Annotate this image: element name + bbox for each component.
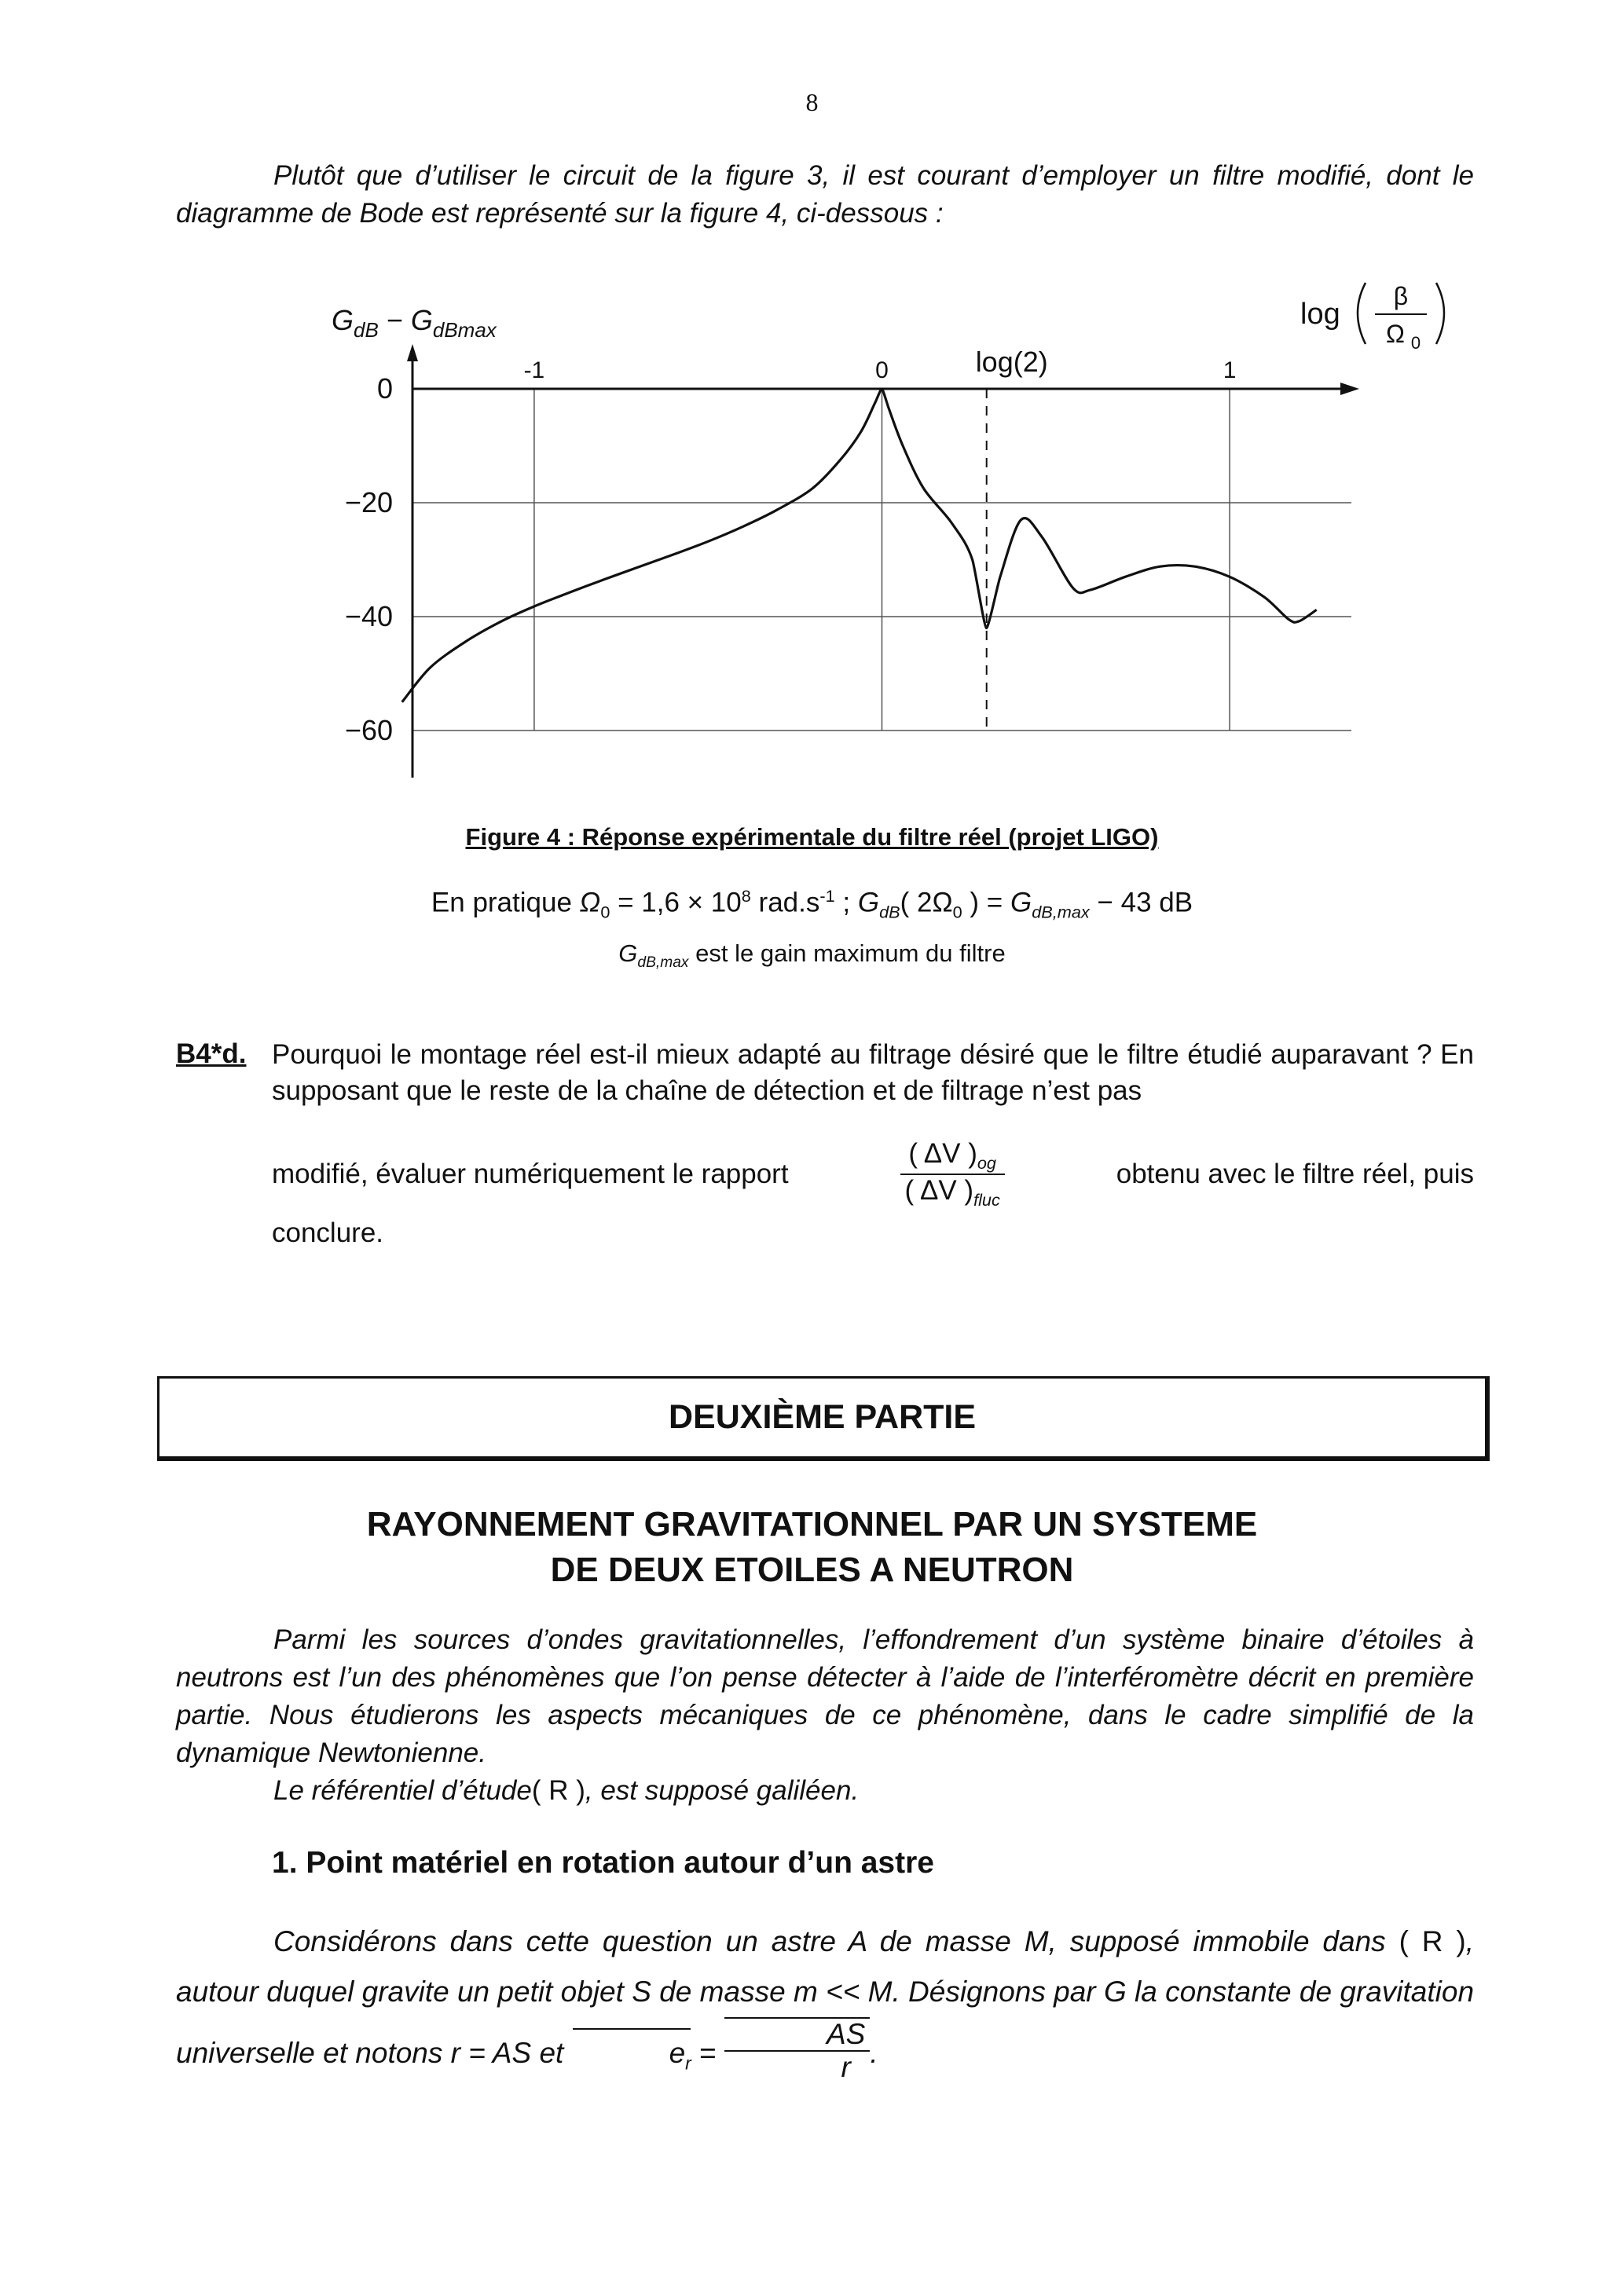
section-paragraph: Considérons dans cette question un astre A de masse M, supposé immobile dans ( R ), autour duquel gravite un petit objet S de masse m << M. Désignons par G la constante de gravitation universelle et notons r = AS et $e_r$ = $\frac{AS}{r}$ . (176, 1917, 1474, 2088)
page-number: 8 (805, 88, 819, 116)
x-axis-label-rparen (1436, 283, 1444, 344)
log2-label: log(2) (975, 346, 1048, 378)
y-axis-arrow (407, 344, 418, 361)
unit-vector-er: $e_r$ (572, 2028, 691, 2088)
y-tick-label: −40 (344, 600, 393, 632)
y-tick-label: −20 (344, 486, 393, 518)
x-axis-label-num: β (1393, 282, 1409, 310)
question-ratio-line: modifié, évaluer numériquement le rapport $\frac{( \Delta V )_{og}}{( \Delta V )_{fluc}}$ obtenu avec le filtre réel, puis (272, 1138, 1474, 1210)
part-title: RAYONNEMENT GRAVITATIONNEL PAR UN SYSTEME DE DEUX ETOILES A NEUTRON (366, 1505, 1258, 1589)
x-axis-label-lparen (1358, 283, 1366, 344)
chart-axes (407, 344, 1359, 778)
ref-frame-line: Le référentiel d’étude( R ), est supposé galiléen. (273, 1775, 860, 1806)
y-tick-label: −60 (344, 714, 393, 746)
intro-paragraph: Plutôt que d’utiliser le circuit de la figure 3, il est courant d’employer un filtre modifié, dont le diagramme de Bode est représenté sur la figure 4, ci-dessous : (176, 160, 1474, 229)
chart-grid (412, 389, 1351, 731)
ratio-fraction: $\frac{( \Delta V )_{og}}{( \Delta V )_{fluc}}$ (900, 1138, 1005, 1210)
bode-chart (314, 275, 1454, 785)
figure-caption: Figure 4 : Réponse expérimentale du filtre réel (projet LIGO) (465, 823, 1159, 851)
question-conclusion: conclure. (272, 1218, 384, 1248)
y-tick-label: 0 (376, 372, 393, 405)
section-title: 1. Point matériel en rotation autour d’un astre (272, 1846, 934, 1880)
y-axis-label: $G_{dB} - G_{dBmax}$ (332, 304, 497, 342)
formula-line-1: En pratique $\Omega_0 = 1,6 \times 10^8$ $rad.s^{-1}$ ; $G_{dB}$( $2\Omega_0$ ) = $G_{dB,max} - 43$ dB (431, 886, 1193, 922)
part-heading-box (157, 1376, 1490, 1461)
x-axis-arrow (1340, 383, 1359, 395)
chart-labels (332, 282, 1444, 746)
x-tick-label: 0 (875, 357, 889, 383)
question-text: Pourquoi le montage réel est-il mieux adapté au filtrage désiré que le filtre étudié auparavant ? En supposant que le reste de la chaîne de détection et de filtrage n’est pas (272, 1039, 1474, 1106)
gain-curve (402, 389, 1317, 702)
question-label: B4*d. (176, 1038, 247, 1069)
bode-svg (314, 275, 1454, 785)
formula-line-2: $G_{dB,max}$ est le gain maximum du filtre (618, 939, 1006, 972)
x-axis-label-log: log (1300, 298, 1340, 331)
x-axis-label-den-sub: 0 (1410, 333, 1421, 353)
part-intro: Parmi les sources d’ondes gravitationnelles, l’effondrement d’un système binaire d’étoiles à neutrons est l’un des phénomènes que l’on pense détecter à l’aide de l’interféromètre décrit en première partie. Nous étudierons les aspects mécaniques de ce phénomène, dans le cadre simplifié de la dynamique Newtonienne. Le référentiel d’étude( R ), est supposé galiléen. (176, 1621, 1474, 1810)
x-tick-label: -1 (523, 357, 545, 383)
part-heading: DEUXIÈME PARTIE (668, 1398, 977, 1436)
x-tick-label: 1 (1223, 357, 1237, 383)
x-axis-label-den: Ω (1386, 320, 1405, 348)
